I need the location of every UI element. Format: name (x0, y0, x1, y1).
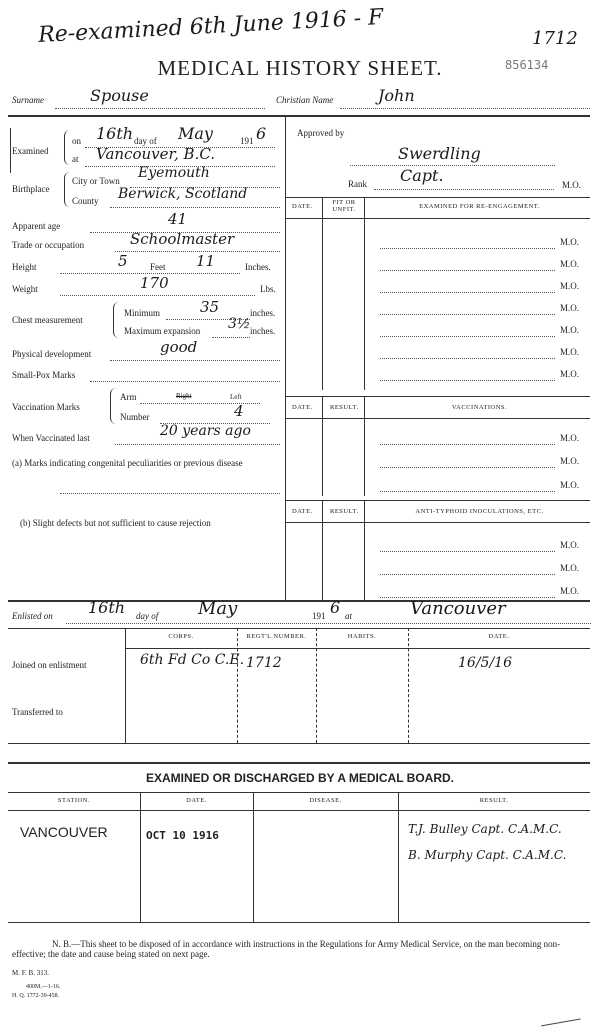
examined-bracket (64, 130, 71, 165)
joined-label: Joined on enlistment (12, 660, 87, 670)
approved-by-label: Approved by (297, 128, 345, 138)
exam-place: Vancouver, B.C. (96, 145, 216, 163)
trade-label: Trade or occupation (12, 240, 85, 250)
reeng-header-examined: EXAMINED FOR RE-ENGAGEMENT. (419, 203, 540, 210)
typhoid-col1 (322, 500, 323, 600)
reexamined-note: Re-examined 6th June 1916 - F (37, 4, 384, 49)
city-label: City or Town (72, 176, 120, 186)
enlist-table-top (8, 628, 590, 629)
enlist-col2 (316, 628, 317, 743)
reeng-line-1 (380, 248, 555, 249)
city-value: Eyemouth (138, 165, 210, 181)
reeng-line-2 (380, 270, 555, 271)
minimum-value: 35 (200, 298, 220, 316)
rank-mo-label: M.O. (562, 180, 582, 190)
county-label: County (72, 196, 99, 206)
examined-label: Examined (12, 146, 49, 156)
enlist-header-date: DATE. (488, 633, 510, 640)
typhoid-header-date: DATE. (292, 508, 313, 515)
board-header-disease: DISEASE. (309, 797, 342, 804)
height-inches: 11 (196, 252, 216, 270)
right-label: Right (176, 392, 192, 400)
day-of-label: day of (134, 136, 157, 146)
typhoid-line-2 (380, 574, 555, 575)
congenital-label: (a) Marks indicating congenital peculiarities or previous disease (12, 458, 243, 468)
reeng-mo-4: M.O. (560, 303, 580, 313)
typhoid-header-inoculations: ANTI-TYPHOID INOCULATIONS, ETC. (415, 508, 544, 515)
transferred-label: Transferred to (12, 707, 63, 717)
when-vaccinated-value: 20 years ago (160, 423, 251, 439)
chest-label: Chest measurement (12, 315, 83, 325)
christian-name-value: John (378, 86, 415, 105)
enlist-col3 (408, 628, 409, 743)
vacc-mo-1: M.O. (560, 433, 580, 443)
nb-note: N. B.—This sheet to be disposed of in accordance with instructions in the Regulations for Army Medical Service, on the man becoming non-effective; the date and cause being stated on next page. (12, 939, 561, 959)
weight-line (60, 295, 255, 296)
vacc-line-1 (380, 444, 555, 445)
board-header-station: STATION. (57, 797, 91, 804)
at-label: at (72, 154, 79, 164)
number-label: Number (120, 412, 150, 422)
joined-date: 16/5/16 (458, 655, 512, 671)
file-number: 1712 (532, 28, 578, 49)
reeng-mo-2: M.O. (560, 259, 580, 269)
age-value: 41 (168, 210, 188, 228)
frame-middle (285, 115, 286, 600)
approved-line (350, 165, 555, 166)
inches-max-label: inches. (250, 326, 276, 336)
feet-label: Feet (150, 262, 166, 272)
rank-label: Rank (348, 179, 367, 189)
chest-bracket (113, 302, 120, 338)
approved-signature: Swerdling (398, 144, 481, 163)
reeng-line-4 (380, 314, 555, 315)
board-header-bottom (8, 810, 590, 811)
physical-value: good (160, 338, 198, 356)
age-label: Apparent age (12, 221, 61, 231)
typhoid-mo-3: M.O. (560, 586, 580, 596)
board-col1 (140, 792, 141, 922)
surname-value: Spouse (90, 86, 149, 105)
height-feet: 5 (118, 252, 128, 270)
enlist-header-bottom (125, 648, 590, 649)
when-line (115, 444, 280, 445)
vacc-line-3 (380, 491, 555, 492)
board-station: VANCOUVER (20, 824, 108, 840)
typhoid-mo-1: M.O. (560, 540, 580, 550)
rank-value: Capt. (400, 166, 444, 185)
typhoid-line-1 (380, 551, 555, 552)
exam-year-prefix: 191 (240, 136, 254, 146)
reeng-line-5 (380, 336, 555, 337)
enlist-col0 (125, 628, 126, 743)
typhoid-header-bottom (285, 522, 590, 523)
board-result-signature-1: T.J. Bulley Capt. C.A.M.C. (408, 822, 562, 836)
typhoid-header-result: RESULT. (330, 508, 359, 515)
when-vaccinated-label: When Vaccinated last (12, 433, 90, 443)
reeng-line-6 (380, 358, 555, 359)
inches-label: Inches. (245, 262, 271, 272)
board-top (8, 762, 590, 764)
max-line (212, 337, 250, 338)
reeng-line-7 (380, 380, 555, 381)
reeng-col1 (322, 197, 323, 390)
left-label: Left (230, 393, 242, 401)
joined-number: 1712 (246, 655, 282, 671)
inches-min-label: inches. (250, 308, 276, 318)
enlisted-day: 16th (88, 598, 126, 617)
reeng-mo-3: M.O. (560, 281, 580, 291)
board-date-stamp: OCT 10 1916 (146, 829, 219, 842)
arm-label: Arm (120, 392, 137, 402)
reeng-top (285, 197, 590, 198)
surname-line (55, 108, 265, 109)
christian-name-label: Christian Name (276, 95, 334, 105)
surname-label: Surname (12, 95, 44, 105)
enlist-header-corps: CORPS. (168, 633, 194, 640)
exam-year: 6 (256, 124, 267, 143)
joined-corps: 6th Fd Co C.E. (140, 652, 245, 668)
minimum-label: Minimum (124, 308, 161, 318)
christian-line (340, 108, 590, 109)
number-value: 4 (234, 402, 244, 420)
form-number: M. F. B. 313. (12, 969, 49, 977)
reeng-line-3 (380, 292, 555, 293)
county-line (110, 207, 280, 208)
board-bottom (8, 922, 590, 923)
exam-day: 16th (96, 124, 134, 143)
typhoid-mo-2: M.O. (560, 563, 580, 573)
reeng-mo-7: M.O. (560, 369, 580, 379)
smallpox-line (90, 381, 280, 382)
board-col3 (398, 792, 399, 922)
slight-defects-label: (b) Slight defects but not sufficient to cause rejection (20, 518, 211, 528)
typhoid-top (285, 500, 590, 501)
board-header-date: DATE. (186, 797, 207, 804)
frame-top (8, 115, 590, 117)
print-line-1: 400M.—1-16. (26, 984, 61, 990)
reeng-col2 (364, 197, 365, 390)
reeng-mo-1: M.O. (560, 237, 580, 247)
enlisted-label: Enlisted on (12, 611, 53, 621)
enlisted-month: May (198, 598, 238, 619)
smallpox-label: Small-Pox Marks (12, 370, 76, 380)
reeng-mo-6: M.O. (560, 347, 580, 357)
vacc-bracket (110, 388, 117, 424)
weight-value: 170 (140, 274, 169, 292)
birthplace-label: Birthplace (12, 184, 50, 194)
vaccination-marks-label: Vaccination Marks (12, 402, 80, 412)
board-title: EXAMINED OR DISCHARGED BY A MEDICAL BOARD. (145, 771, 455, 785)
reeng-header-fit: FIT OR UNFIT. (332, 199, 356, 213)
enlist-col1 (237, 628, 238, 743)
congenital-line (60, 493, 280, 494)
max-expansion-label: Maximum expansion (124, 326, 201, 336)
enlist-header-number: REGT'L NUMBER. (246, 633, 307, 640)
enlisted-place: Vancouver (410, 598, 506, 619)
page-title: MEDICAL HISTORY SHEET. (157, 56, 443, 80)
birthplace-bracket (64, 172, 71, 207)
vacc-header-result: RESULT. (330, 404, 359, 411)
stamp-number: 856134 (505, 58, 549, 72)
reeng-mo-5: M.O. (560, 325, 580, 335)
reeng-header-bottom (285, 218, 590, 219)
lbs-label: Lbs. (260, 284, 276, 294)
vacc-mo-3: M.O. (560, 480, 580, 490)
enlisted-at-label: at (345, 611, 353, 621)
vacc-line-2 (380, 467, 555, 468)
enlisted-year-prefix: 191 (312, 611, 326, 621)
board-header-top (8, 792, 590, 793)
physical-line (110, 360, 280, 361)
vacc-header-bottom (285, 418, 590, 419)
board-result-signature-2: B. Murphy Capt. C.A.M.C. (408, 848, 567, 862)
typhoid-col2 (364, 500, 365, 600)
vacc-mo-2: M.O. (560, 456, 580, 466)
enlisted-day-of-label: day of (136, 611, 159, 621)
reeng-header-date: DATE. (292, 203, 313, 210)
board-header-result: RESULT. (479, 797, 509, 804)
enlisted-year: 6 (330, 598, 341, 617)
corner-signature-mark (539, 1009, 580, 1027)
enlist-header-habits: HABITS. (347, 633, 377, 640)
exam-month: May (178, 124, 213, 143)
max-expansion-value: 3½ (228, 316, 251, 332)
vacc-header-date: DATE. (292, 404, 313, 411)
enlist-table-bottom (8, 743, 590, 744)
vacc-col1 (322, 396, 323, 496)
vacc-top (285, 396, 590, 397)
weight-label: Weight (12, 284, 38, 294)
physical-label: Physical development (12, 349, 92, 359)
board-col2 (253, 792, 254, 922)
vacc-header-vaccinations: VACCINATIONS. (451, 404, 508, 411)
vacc-col2 (364, 396, 365, 496)
trade-value: Schoolmaster (130, 230, 235, 248)
on-label: on (72, 136, 81, 146)
county-value: Berwick, Scotland (118, 186, 248, 202)
height-label: Height (12, 262, 37, 272)
print-line-2: H. Q. 1772-39-458. (12, 993, 60, 999)
rank-line (374, 189, 554, 190)
enlisted-line (66, 623, 591, 624)
